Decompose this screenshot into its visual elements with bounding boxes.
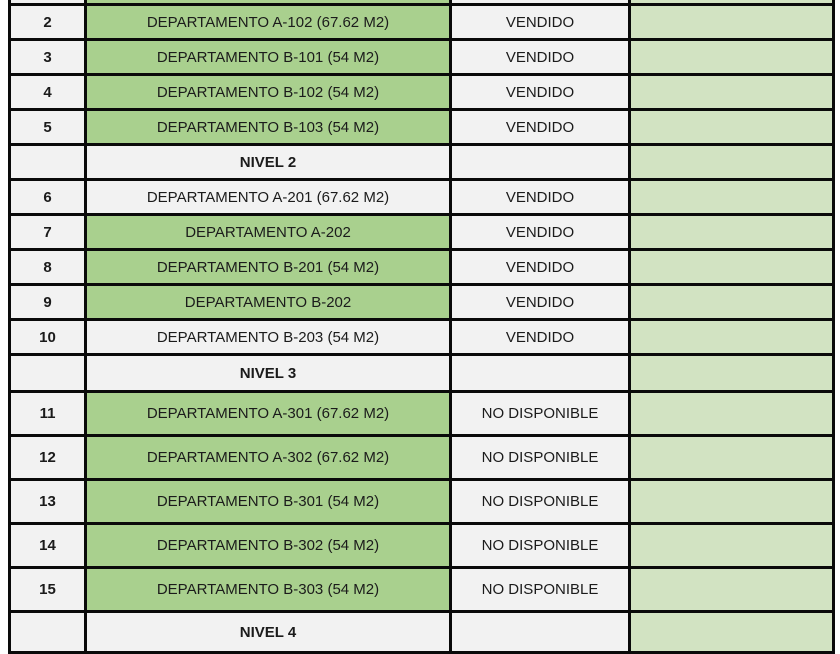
unit-row (10, 5, 834, 40)
empty-green-cell (630, 568, 834, 612)
department-cell: DEPARTAMENTO A-301 (67.62 M2) (86, 392, 451, 436)
unit-row (10, 250, 834, 285)
row-number-cell: 10 (10, 320, 86, 355)
department-cell: DEPARTAMENTO A-202 (86, 215, 451, 250)
table-body (10, 0, 834, 653)
department-cell: DEPARTAMENTO B-103 (54 M2) (86, 110, 451, 145)
unit-row (10, 40, 834, 75)
row-number-cell: 11 (10, 392, 86, 436)
unit-row (10, 568, 834, 612)
status-cell: VENDIDO (451, 285, 630, 320)
department-cell: DEPARTAMENTO B-302 (54 M2) (86, 524, 451, 568)
unit-row (10, 215, 834, 250)
row-number-cell: 14 (10, 524, 86, 568)
empty-green-cell (630, 75, 834, 110)
row-number-cell: 5 (10, 110, 86, 145)
department-cell: DEPARTAMENTO B-303 (54 M2) (86, 568, 451, 612)
row-number-cell: 12 (10, 436, 86, 480)
status-cell (451, 145, 630, 180)
status-cell: VENDIDO (451, 320, 630, 355)
status-cell: NO DISPONIBLE (451, 436, 630, 480)
department-cell: DEPARTAMENTO A-102 (67.62 M2) (86, 5, 451, 40)
unit-row (10, 75, 834, 110)
row-number-cell: 8 (10, 250, 86, 285)
status-cell: VENDIDO (451, 180, 630, 215)
empty-green-cell (630, 480, 834, 524)
row-number-cell: 6 (10, 180, 86, 215)
row-number-cell: 2 (10, 5, 86, 40)
unit-row (10, 480, 834, 524)
empty-green-cell (630, 145, 834, 180)
status-cell: VENDIDO (451, 75, 630, 110)
unit-row (10, 392, 834, 436)
row-number-cell (10, 355, 86, 392)
unit-row (10, 524, 834, 568)
empty-green-cell (630, 285, 834, 320)
level-label-cell: NIVEL 3 (86, 355, 451, 392)
empty-green-cell (630, 40, 834, 75)
level-label-cell: NIVEL 2 (86, 145, 451, 180)
status-cell: NO DISPONIBLE (451, 524, 630, 568)
empty-green-cell (630, 612, 834, 653)
row-number-cell: 15 (10, 568, 86, 612)
department-cell: DEPARTAMENTO B-201 (54 M2) (86, 250, 451, 285)
department-cell: DEPARTAMENTO A-302 (67.62 M2) (86, 436, 451, 480)
status-cell: VENDIDO (451, 250, 630, 285)
department-cell: DEPARTAMENTO B-101 (54 M2) (86, 40, 451, 75)
row-number-cell (10, 612, 86, 653)
status-cell: VENDIDO (451, 40, 630, 75)
empty-green-cell (630, 320, 834, 355)
status-cell (451, 612, 630, 653)
unit-row (10, 320, 834, 355)
status-cell: NO DISPONIBLE (451, 392, 630, 436)
status-cell: NO DISPONIBLE (451, 480, 630, 524)
availability-table (8, 0, 835, 654)
status-cell: VENDIDO (451, 5, 630, 40)
empty-green-cell (630, 524, 834, 568)
row-number-cell: 3 (10, 40, 86, 75)
unit-row (10, 110, 834, 145)
status-cell: VENDIDO (451, 110, 630, 145)
level-header-row (10, 355, 834, 392)
level-label-cell: NIVEL 4 (86, 612, 451, 653)
department-cell: DEPARTAMENTO B-301 (54 M2) (86, 480, 451, 524)
empty-green-cell (630, 392, 834, 436)
empty-green-cell (630, 5, 834, 40)
empty-green-cell (630, 355, 834, 392)
status-cell (451, 355, 630, 392)
row-number-cell: 13 (10, 480, 86, 524)
department-cell: DEPARTAMENTO A-201 (67.62 M2) (86, 180, 451, 215)
empty-green-cell (630, 250, 834, 285)
level-header-row (10, 145, 834, 180)
status-cell: NO DISPONIBLE (451, 568, 630, 612)
level-header-row (10, 612, 834, 653)
department-cell: DEPARTAMENTO B-203 (54 M2) (86, 320, 451, 355)
department-cell: DEPARTAMENTO B-102 (54 M2) (86, 75, 451, 110)
empty-green-cell (630, 180, 834, 215)
status-cell: VENDIDO (451, 215, 630, 250)
row-number-cell: 7 (10, 215, 86, 250)
unit-row (10, 436, 834, 480)
empty-green-cell (630, 436, 834, 480)
department-cell: DEPARTAMENTO B-202 (86, 285, 451, 320)
empty-green-cell (630, 110, 834, 145)
empty-green-cell (630, 215, 834, 250)
row-number-cell: 4 (10, 75, 86, 110)
unit-row (10, 180, 834, 215)
row-number-cell (10, 145, 86, 180)
row-number-cell: 9 (10, 285, 86, 320)
unit-row (10, 285, 834, 320)
